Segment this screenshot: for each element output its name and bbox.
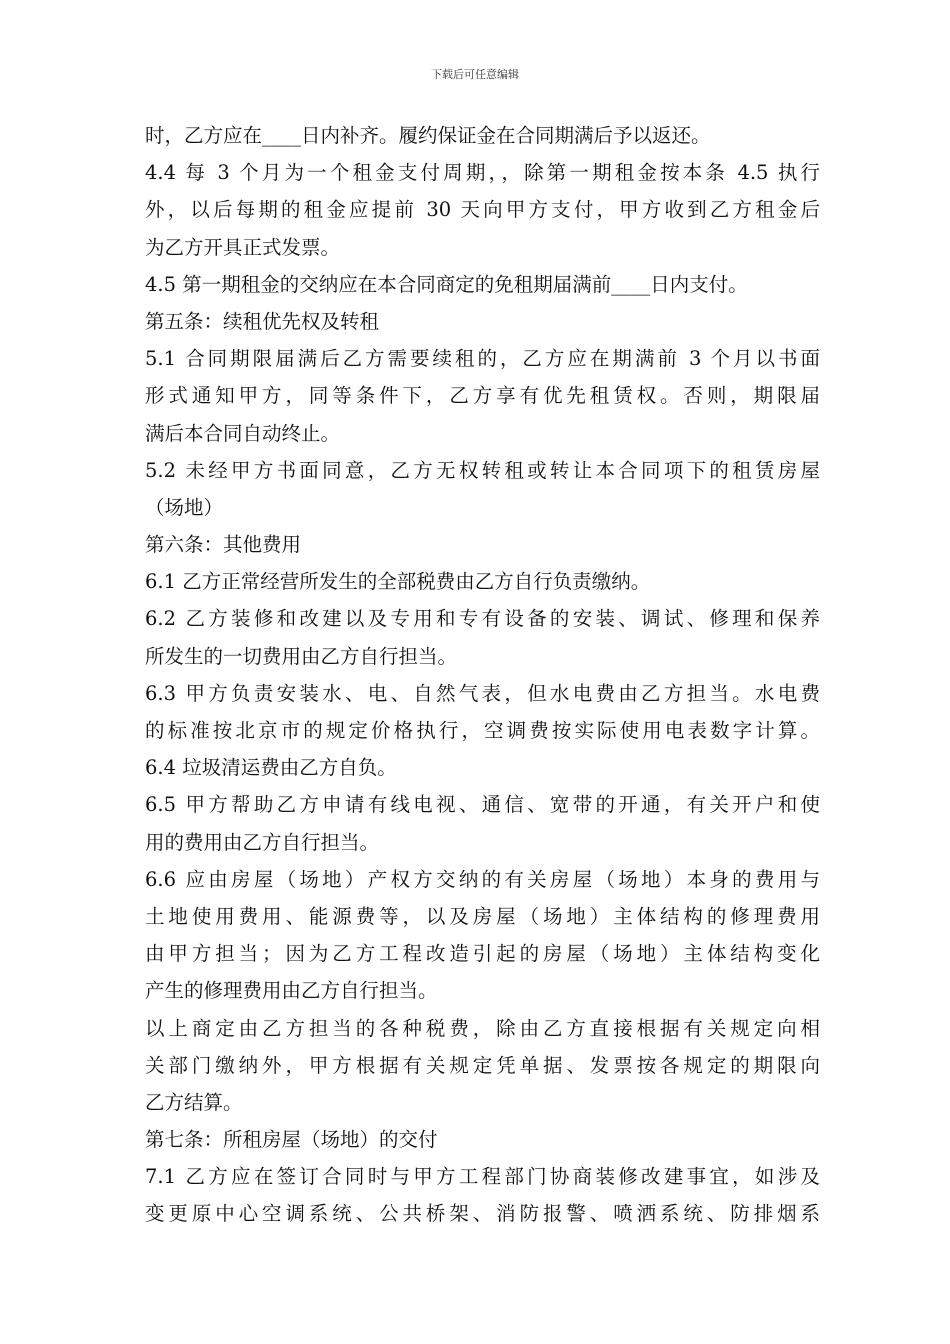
section-heading: 第五条：续租优先权及转租 xyxy=(145,309,380,333)
text-line: 为乙方开具正式发票。 xyxy=(145,235,341,259)
text-line: 时，乙方应在____日内补齐。履约保证金在合同期满后予以返还。 xyxy=(145,124,711,147)
text-line: 6.3 甲方负责安装水、电、自然气表，但水电费由乙方担当。水电费 xyxy=(145,681,820,705)
text-line: 4.5 第一期租金的交纳应在本合同商定的免租期届满前____日内支付。 xyxy=(145,272,748,296)
page-header-note: 下载后可任意编辑 xyxy=(431,68,519,81)
text-line: 5.1 合同期限届满后乙方需要续租的，乙方应在期满前 3 个月以书面 xyxy=(145,347,820,371)
text-line: 变更原中心空调系统、公共桥架、消防报警、喷洒系统、防排烟系 xyxy=(145,1202,820,1226)
text-line: 关部门缴纳外，甲方根据有关规定凭单据、发票按各规定的期限向 xyxy=(145,1053,820,1077)
text-line: 由甲方担当；因为乙方工程改造引起的房屋（场地）主体结构变化 xyxy=(145,942,820,966)
text-line: （场地） xyxy=(145,495,224,519)
text-line: 产生的修理费用由乙方自行担当。 xyxy=(145,979,438,1003)
document-body xyxy=(145,117,820,1233)
text-line: 乙方结算。 xyxy=(145,1090,243,1114)
section-heading: 第六条：其他费用 xyxy=(145,533,302,557)
text-line: 以上商定由乙方担当的各种税费，除由乙方直接根据有关规定向相 xyxy=(145,1016,820,1040)
text-line: 5.2 未经甲方书面同意，乙方无权转租或转让本合同项下的租赁房屋 xyxy=(145,458,820,482)
text-line: 的标准按北京市的规定价格执行，空调费按实际使用电表数字计算。 xyxy=(145,719,820,742)
text-line: 7.1 乙方应在签订合同时与甲方工程部门协商装修改建事宜，如涉及 xyxy=(145,1165,820,1189)
text-line: 用的费用由乙方自行担当。 xyxy=(145,830,380,854)
text-line: 6.2 乙方装修和改建以及专用和专有设备的安装、调试、修理和保养 xyxy=(145,607,820,631)
text-line: 外，以后每期的租金应提前 30 天向甲方支付，甲方收到乙方租金后 xyxy=(145,198,820,222)
text-line: 6.5 甲方帮助乙方申请有线电视、通信、宽带的开通，有关开户和使 xyxy=(145,793,820,817)
section-heading: 第七条：所租房屋（场地）的交付 xyxy=(145,1128,438,1152)
text-line: 满后本合同自动终止。 xyxy=(145,421,341,445)
text-line: 4.4 每 3 个月为一个租金支付周期，，除第一期租金按本条 4.5 执行 xyxy=(145,161,820,185)
text-line: 6.6 应由房屋（场地）产权方交纳的有关房屋（场地）本身的费用与 xyxy=(145,867,820,891)
text-line: 6.1 乙方正常经营所发生的全部税费由乙方自行负责缴纳。 xyxy=(145,570,651,594)
text-line: 所发生的一切费用由乙方自行担当。 xyxy=(145,644,458,668)
text-line: 土地使用费用、能源费等，以及房屋（场地）主体结构的修理费用 xyxy=(145,904,820,928)
text-line: 形式通知甲方，同等条件下，乙方享有优先租赁权。否则，期限届 xyxy=(145,384,820,408)
text-line: 6.4 垃圾清运费由乙方自负。 xyxy=(145,756,397,780)
